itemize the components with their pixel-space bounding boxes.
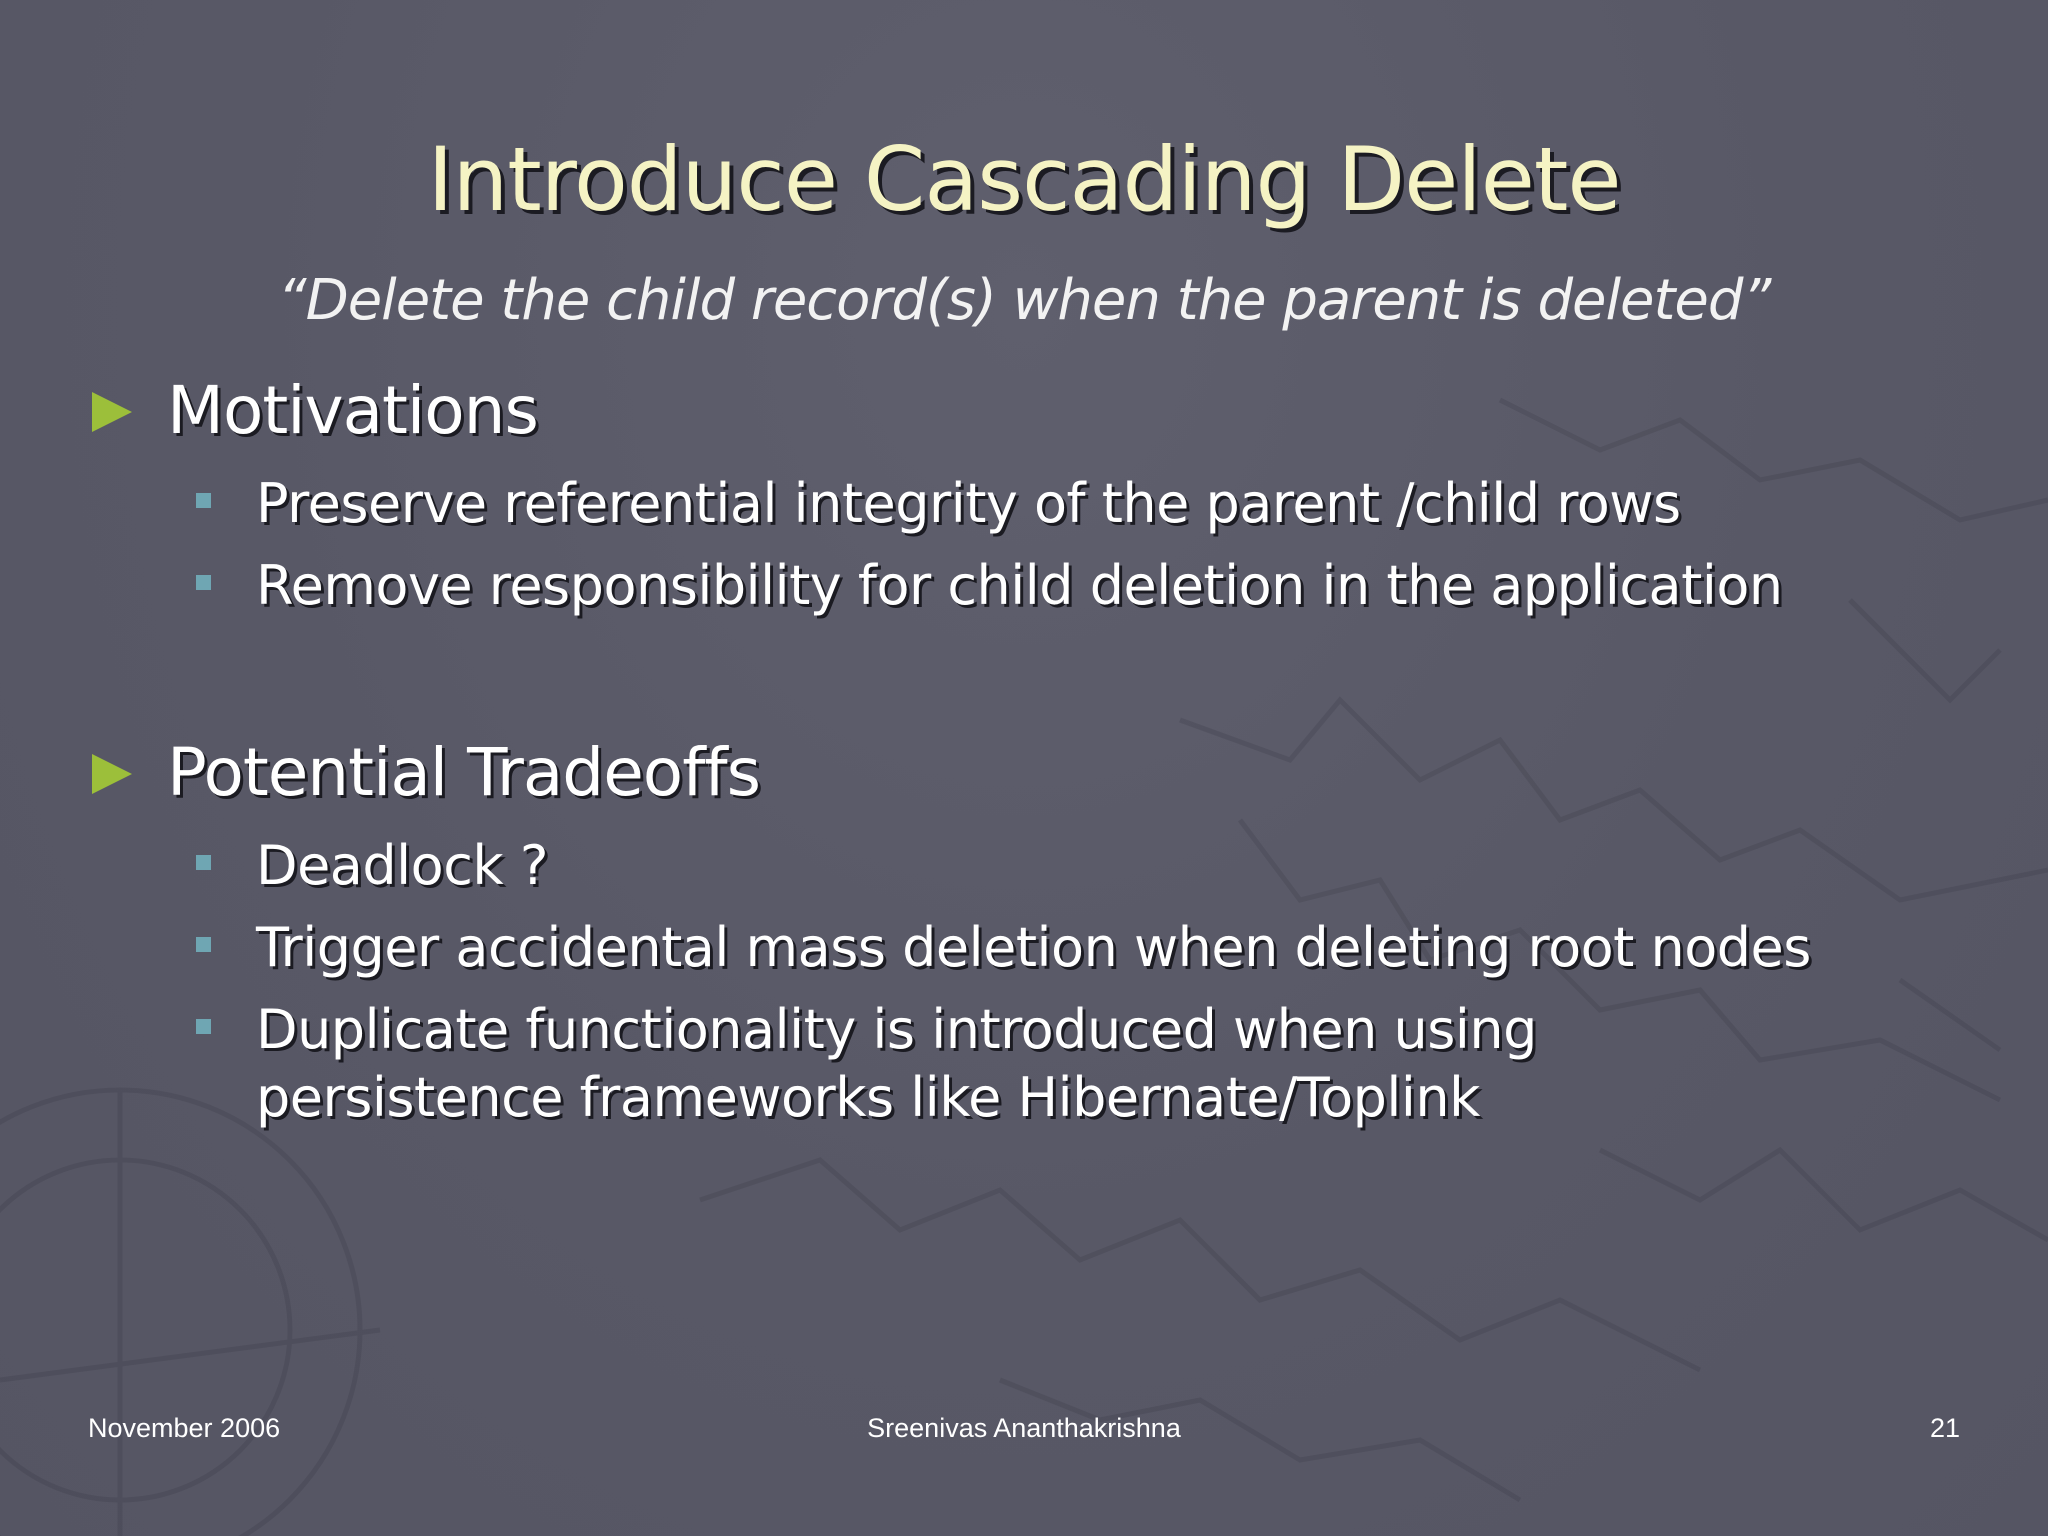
list-item-text: Deadlock ? — [256, 834, 548, 897]
square-bullet-icon — [196, 855, 211, 870]
slide-subtitle: “Delete the child record(s) when the parent is deleted” — [277, 268, 1771, 333]
list-item-text: Preserve referential integrity of the parent /child rows — [256, 472, 1681, 535]
slide-title: Introduce Cascading Delete — [427, 128, 1621, 231]
square-bullet-icon — [196, 937, 211, 952]
list-item-text: Duplicate functionality is introduced when using persistence frameworks like Hibernate/Toplink — [256, 998, 1537, 1129]
section-heading: Potential Tradeoffs — [167, 734, 761, 811]
arrow-bullet-icon — [92, 754, 132, 794]
footer-page-number: 21 — [1929, 1413, 1960, 1443]
square-bullet-icon — [196, 493, 211, 508]
square-bullet-icon — [196, 1019, 211, 1034]
square-bullet-icon — [196, 575, 211, 590]
section-heading: Motivations — [167, 372, 538, 449]
list-item-text: Remove responsibility for child deletion in the application — [256, 554, 1783, 617]
footer-author: Sreenivas Ananthakrishna — [867, 1413, 1181, 1443]
arrow-bullet-icon — [92, 392, 132, 432]
list-item-text: Trigger accidental mass deletion when deleting root nodes — [256, 916, 1811, 979]
footer-date: November 2006 — [88, 1413, 281, 1443]
